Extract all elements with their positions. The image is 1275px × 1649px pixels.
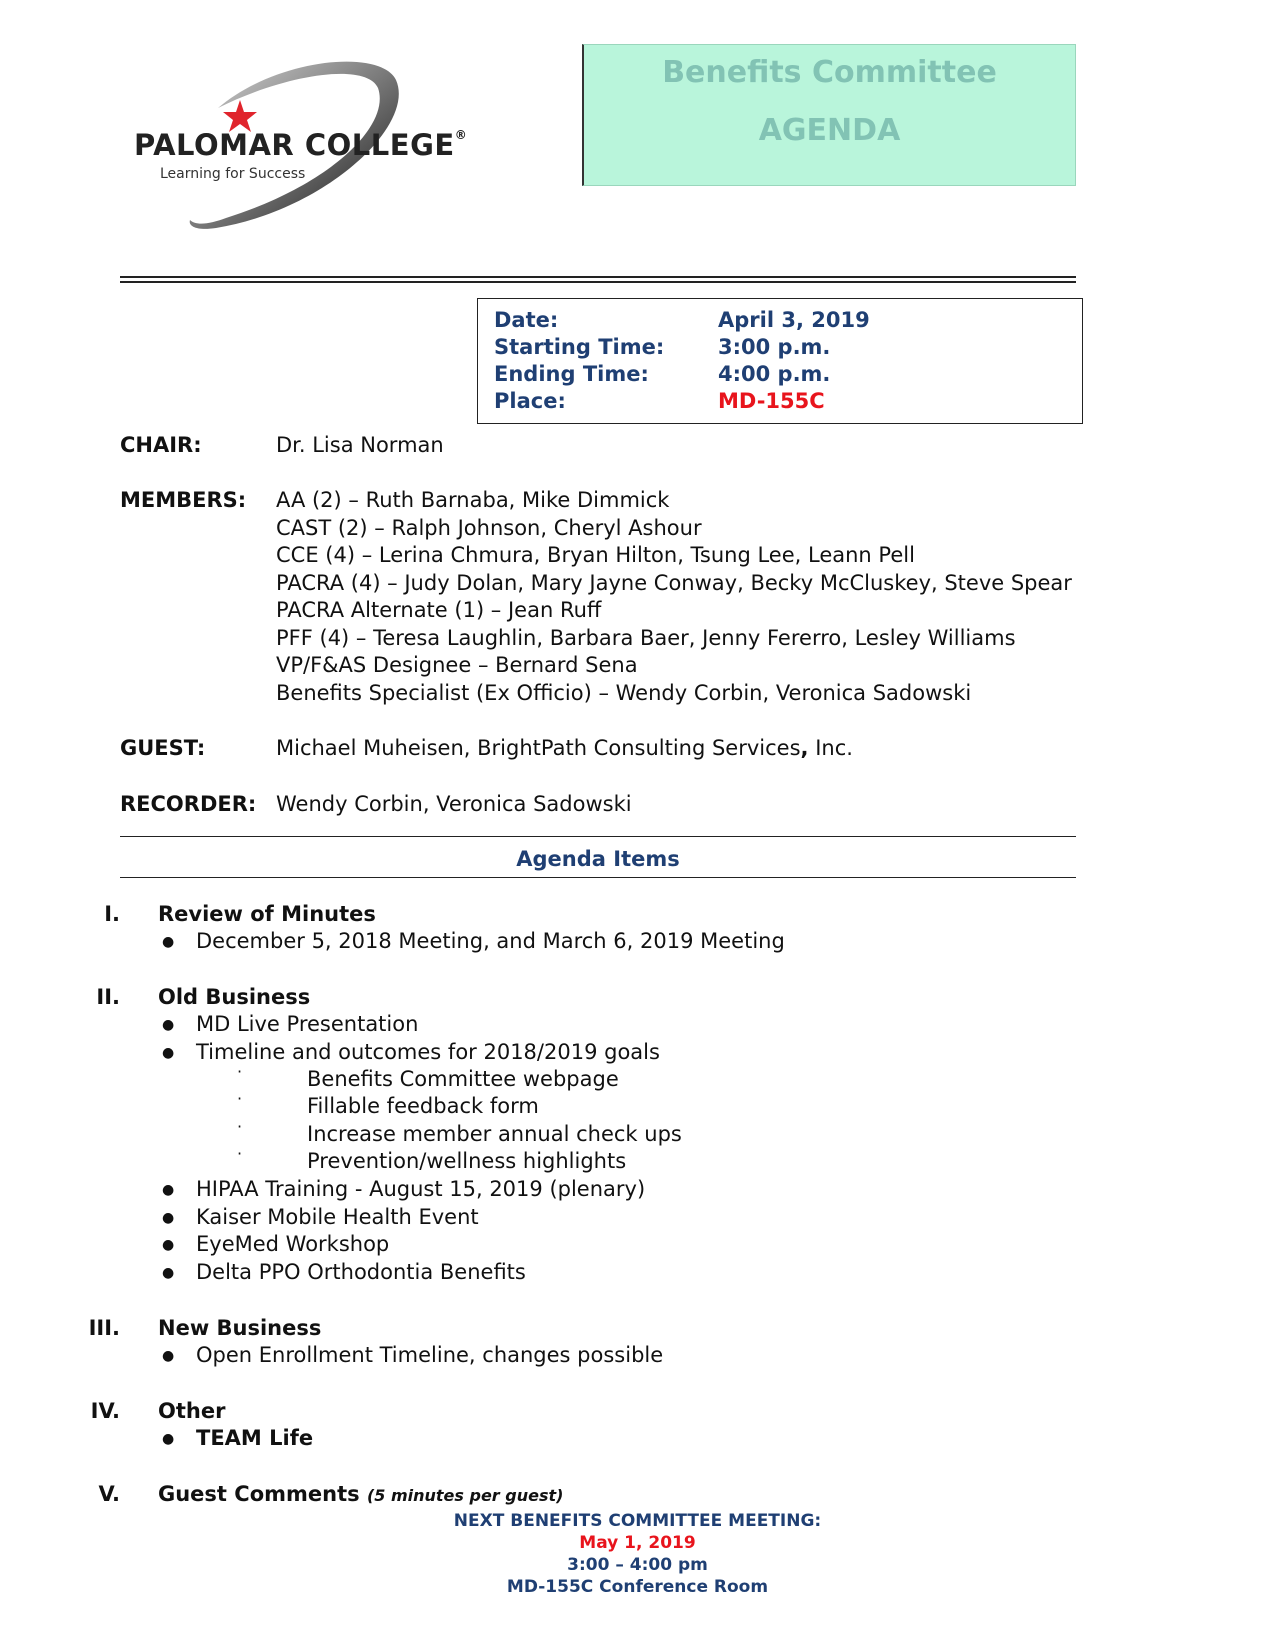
guest-label: GUEST: [120,736,206,760]
recorder-label: RECORDER: [120,792,257,816]
member-line: VP/F&AS Designee – Bernard Sena [276,653,638,677]
guest-value [276,736,853,760]
next-meeting-place: MD-155C Conference Room [506,1577,769,1597]
agenda-item: Delta PPO Orthodontia Benefits [196,1260,526,1284]
header-rule-top [120,276,1076,278]
agenda-item: MD Live Presentation [196,1012,419,1036]
bullet-icon: ● [162,1182,175,1198]
sub-bullet-icon: · [237,1089,243,1108]
member-line: PACRA (4) – Judy Dolan, Mary Jayne Conway, Becky McCluskey, Steve Spear [276,571,1072,595]
section-number: V. [98,1482,120,1506]
member-line: CAST (2) – Ralph Johnson, Cheryl Ashour [276,516,702,540]
next-meeting-heading: NEXT BENEFITS COMMITTEE MEETING: [453,1511,822,1531]
guest-suffix: Inc. [808,736,853,760]
sub-bullet-icon: · [237,1117,243,1136]
section-title [158,1482,563,1506]
palomar-logo [126,50,476,240]
bullet-icon: ● [162,1237,175,1253]
chair-label: CHAIR: [120,433,202,457]
agenda-subitem: Prevention/wellness highlights [307,1149,627,1173]
chair-value: Dr. Lisa Norman [276,433,444,457]
member-line: PFF (4) – Teresa Laughlin, Barbara Baer, Jenny Fererro, Lesley Williams [276,626,1016,650]
member-line: CCE (4) – Lerina Chmura, Bryan Hilton, Tsung Lee, Leann Pell [276,543,915,567]
agenda-item: Timeline and outcomes for 2018/2019 goals [196,1040,660,1064]
header-rule-bottom [120,281,1076,283]
section-title: New Business [158,1316,322,1340]
logo-title: PALOMAR COLLEGE [134,128,455,162]
section-title: Review of Minutes [158,902,376,926]
bullet-icon: ● [162,1210,175,1226]
agenda-item: December 5, 2018 Meeting, and March 6, 2019 Meeting [196,929,785,953]
next-meeting-time: 3:00 – 4:00 pm [567,1555,708,1575]
bullet-icon: ● [162,1045,175,1061]
place-label: Place: [494,389,566,413]
date-value: April 3, 2019 [718,308,870,332]
sub-bullet-icon: · [237,1144,243,1163]
end-time-label: Ending Time: [494,362,649,386]
agenda-subitem: Increase member annual check ups [307,1122,682,1146]
logo-subtitle: Learning for Success [160,166,306,182]
agenda-item: HIPAA Training - August 15, 2019 (plenary) [196,1177,646,1201]
bullet-icon: ● [162,1348,175,1364]
agenda-subitem: Benefits Committee webpage [307,1067,619,1091]
agenda-rule-bottom [120,877,1076,878]
title-line-1: Benefits Committee [662,55,997,90]
next-meeting-date: May 1, 2019 [579,1533,696,1553]
bullet-icon: ● [162,934,175,950]
date-label: Date: [494,308,559,332]
agenda-subitem: Fillable feedback form [307,1094,539,1118]
member-line: PACRA Alternate (1) – Jean Ruff [276,598,602,622]
registered-mark: ® [454,128,468,142]
section-title: Other [158,1399,226,1423]
sub-bullet-icon: · [237,1062,243,1081]
members-label: MEMBERS: [120,488,247,512]
place-value: MD-155C [718,389,825,413]
member-line: AA (2) – Ruth Barnaba, Mike Dimmick [276,488,670,512]
guest-comma: , [800,736,809,760]
agenda-item: Kaiser Mobile Health Event [196,1205,479,1229]
agenda-heading: Agenda Items [516,847,680,871]
title-box [582,44,1076,186]
section-number: I. [104,902,120,926]
section-title: Old Business [158,985,311,1009]
bullet-icon: ● [162,1431,175,1447]
end-time-value: 4:00 p.m. [718,362,831,386]
section-number: III. [88,1316,120,1340]
section-title-text: Guest Comments [158,1482,360,1506]
bullet-icon: ● [162,1265,175,1281]
section-number: IV. [90,1399,120,1423]
start-time-label: Starting Time: [494,335,665,359]
agenda-item: TEAM Life [196,1426,314,1450]
guest-name-text: Michael Muheisen, BrightPath Consulting Services [276,736,801,760]
title-line-2: AGENDA [758,113,901,148]
start-time-value: 3:00 p.m. [718,335,831,359]
member-line: Benefits Specialist (Ex Officio) – Wendy Corbin, Veronica Sadowski [276,681,972,705]
section-note: (5 minutes per guest) [366,1486,564,1505]
agenda-item: EyeMed Workshop [196,1232,390,1256]
meeting-info-box [477,298,1083,424]
section-number: II. [96,985,120,1009]
bullet-icon: ● [162,1017,175,1033]
agenda-item: Open Enrollment Timeline, changes possible [196,1343,664,1367]
agenda-rule-top [120,836,1076,837]
recorder-value: Wendy Corbin, Veronica Sadowski [276,792,632,816]
